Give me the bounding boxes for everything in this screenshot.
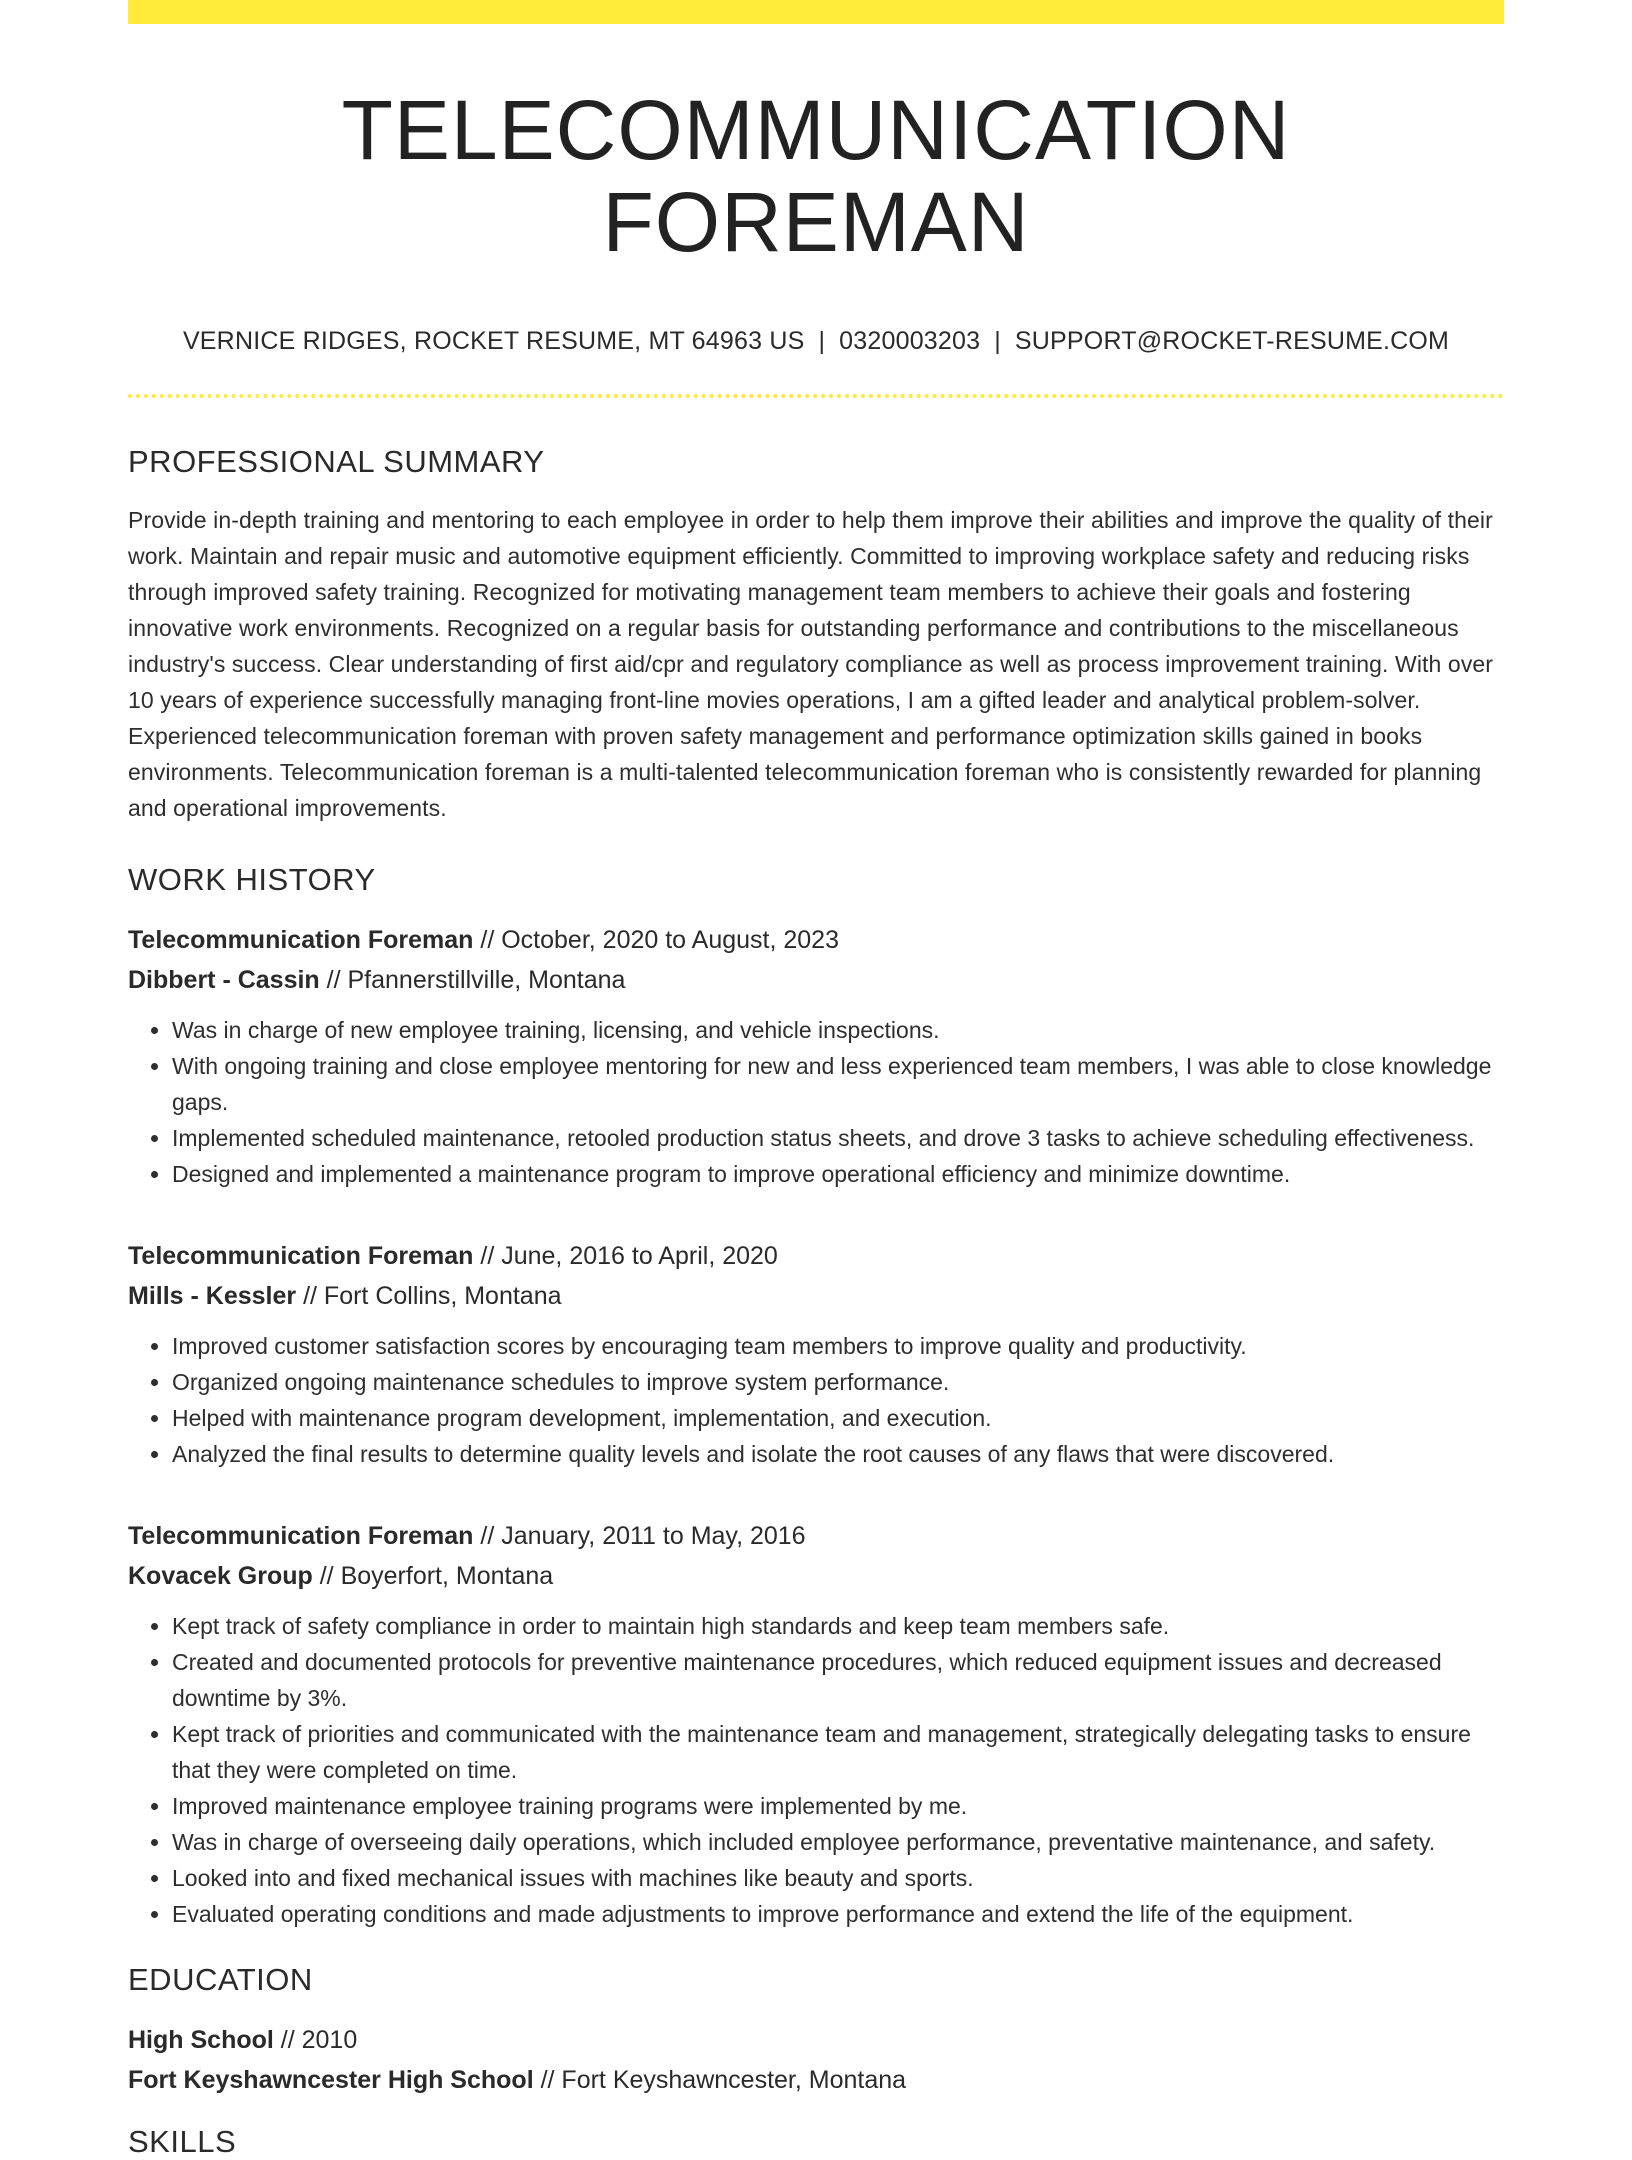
education-school: Fort Keyshawncester High School bbox=[128, 2065, 534, 2094]
job-bullet: • Created and documented protocols for preventive maintenance procedures, which reduced equipment issues and decreased downtime by 3%. bbox=[172, 1644, 1504, 1716]
job-title-line bbox=[128, 1516, 1504, 1556]
education-entry bbox=[128, 2020, 1504, 2100]
education-degree-line bbox=[128, 2020, 1504, 2060]
job-dates: // June, 2016 to April, 2020 bbox=[473, 1241, 778, 1270]
contact-separator: | bbox=[818, 326, 826, 355]
job-bullet: • Was in charge of new employee training, licensing, and vehicle inspections. bbox=[172, 1012, 1504, 1048]
job-bullet: • Helped with maintenance program development, implementation, and execution. bbox=[172, 1400, 1504, 1436]
contact-email: SUPPORT@ROCKET-RESUME.COM bbox=[1014, 326, 1450, 355]
job-company-line bbox=[128, 1556, 1504, 1596]
top-accent-bar bbox=[128, 0, 1504, 24]
job-entry bbox=[128, 1516, 1504, 1932]
job-location: // Fort Collins, Montana bbox=[296, 1281, 562, 1310]
job-company: Kovacek Group bbox=[128, 1561, 313, 1590]
education-location: // Fort Keyshawncester, Montana bbox=[533, 2065, 907, 2094]
summary-heading: PROFESSIONAL SUMMARY bbox=[128, 443, 545, 479]
job-bullet: • Kept track of priorities and communicated with the maintenance team and management, strategically delegating tasks to ensure that they were completed on time. bbox=[172, 1716, 1504, 1788]
job-location: // Pfannerstillville, Montana bbox=[319, 965, 626, 994]
job-title: Telecommunication Foreman bbox=[128, 1241, 474, 1270]
contact-phone: 0320003203 bbox=[839, 326, 981, 355]
job-dates: // October, 2020 to August, 2023 bbox=[473, 925, 839, 954]
job-dates: // January, 2011 to May, 2016 bbox=[473, 1521, 806, 1550]
skills-heading: SKILLS bbox=[128, 2123, 237, 2159]
resume-page bbox=[128, 0, 1504, 2160]
resume-title: TELECOMMUNICATION FOREMAN bbox=[341, 83, 1291, 270]
contact-line bbox=[128, 327, 1504, 356]
job-location: // Boyerfort, Montana bbox=[312, 1561, 554, 1590]
job-bullet: • Implemented scheduled maintenance, retooled production status sheets, and drove 3 tasks to achieve scheduling effectiveness. bbox=[172, 1120, 1504, 1156]
job-bullet: • Was in charge of overseeing daily operations, which included employee performance, preventative maintenance, and safety. bbox=[172, 1824, 1504, 1860]
job-bullet: • Designed and implemented a maintenance program to improve operational efficiency and minimize downtime. bbox=[172, 1156, 1504, 1192]
job-bullet: • With ongoing training and close employee mentoring for new and less experienced team members, I was able to close knowledge gaps. bbox=[172, 1048, 1504, 1120]
summary-text: Provide in-depth training and mentoring to each employee in order to help them improve their abilities and improve the quality of their work. Maintain and repair music and automotive equipment efficiently. Committed to improving workplace safety and reducing risks through improved safety training. Recognized for motivating management team members to achieve their goals and fostering innovative work environments. Recognized on a regular basis for outstanding performance and contributions to the miscellaneous industry's success. Clear understanding of first aid/cpr and regulatory compliance as well as process improvement training. With over 10 years of experience successfully managing front-line movies operations, I am a gifted leader and analytical problem-solver. Experienced telecommunication foreman with proven safety management and performance optimization skills gained in books environments. Telecommunication foreman is a multi-talented telecommunication foreman who is consistently rewarded for planning and operational improvements. bbox=[128, 506, 1494, 821]
job-company-line bbox=[128, 960, 1504, 1000]
job-company: Mills - Kessler bbox=[128, 1281, 297, 1310]
contact-address: VERNICE RIDGES, ROCKET RESUME, MT 64963 US bbox=[182, 326, 805, 355]
job-bullets bbox=[128, 1328, 1504, 1472]
dotted-divider bbox=[128, 394, 1504, 398]
job-title-line bbox=[128, 920, 1504, 960]
job-title: Telecommunication Foreman bbox=[128, 925, 474, 954]
job-bullet: • Evaluated operating conditions and made adjustments to improve performance and extend the life of the equipment. bbox=[172, 1896, 1504, 1932]
work-history-heading: WORK HISTORY bbox=[128, 861, 376, 897]
job-entry bbox=[128, 1236, 1504, 1472]
job-company-line bbox=[128, 1276, 1504, 1316]
job-company: Dibbert - Cassin bbox=[128, 965, 320, 994]
job-bullet: • Kept track of safety compliance in order to maintain high standards and keep team members safe. bbox=[172, 1608, 1504, 1644]
job-bullet: • Improved customer satisfaction scores by encouraging team members to improve quality and productivity. bbox=[172, 1328, 1504, 1364]
job-bullets bbox=[128, 1012, 1504, 1192]
education-degree: High School bbox=[128, 2025, 274, 2054]
job-title: Telecommunication Foreman bbox=[128, 1521, 474, 1550]
job-bullet: • Looked into and fixed mechanical issues with machines like beauty and sports. bbox=[172, 1860, 1504, 1896]
job-title-line bbox=[128, 1236, 1504, 1276]
job-bullet: • Analyzed the final results to determine quality levels and isolate the root causes of any flaws that were discovered. bbox=[172, 1436, 1504, 1472]
education-year: // 2010 bbox=[273, 2025, 358, 2054]
education-heading: EDUCATION bbox=[128, 1961, 313, 1997]
job-entry bbox=[128, 920, 1504, 1192]
job-bullet: • Organized ongoing maintenance schedules to improve system performance. bbox=[172, 1364, 1504, 1400]
education-school-line bbox=[128, 2060, 1504, 2100]
job-bullets bbox=[128, 1608, 1504, 1932]
contact-separator: | bbox=[994, 326, 1001, 355]
job-bullet: • Improved maintenance employee training programs were implemented by me. bbox=[172, 1788, 1504, 1824]
